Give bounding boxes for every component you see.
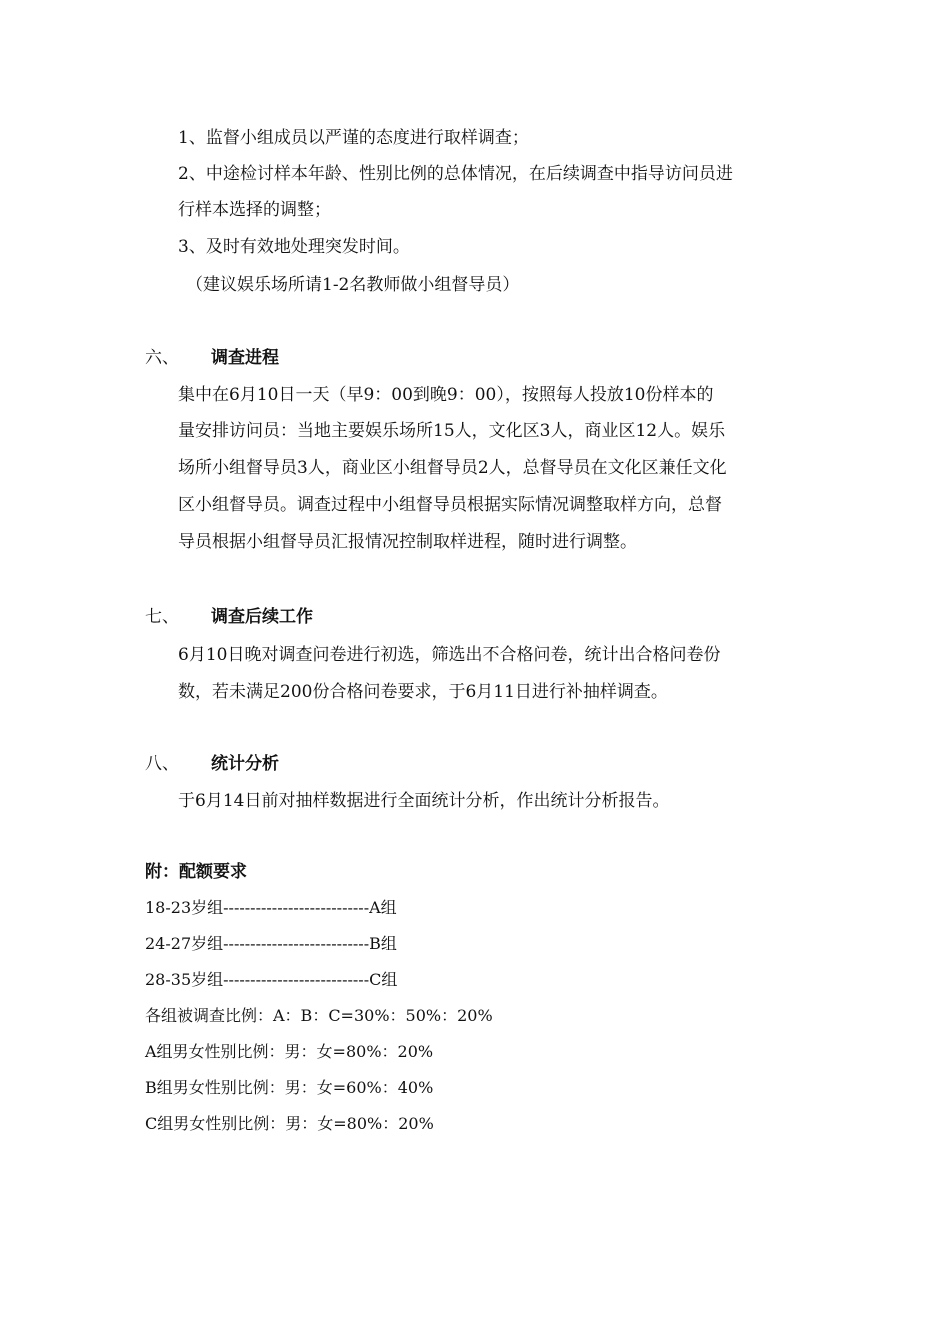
section-7-heading — [145, 607, 313, 627]
appendix-line-6: B组男女性别比例：男：女=60%：40% — [145, 1078, 434, 1097]
section-6-line-5: 导员根据小组督导员汇报情况控制取样进程，随时进行调整。 — [178, 532, 637, 552]
appendix-title: 附：配额要求 — [145, 862, 247, 882]
intro-note: （建议娱乐场所请1-2名教师做小组督导员） — [186, 275, 520, 295]
appendix-line-1: 18-23岁组---------------------------A组 — [145, 898, 397, 917]
section-6-line-2: 量安排访问员：当地主要娱乐场所15人，文化区3人，商业区12人。娱乐 — [178, 421, 726, 441]
section-6-line-4: 区小组督导员。调查过程中小组督导员根据实际情况调整取样方向，总督 — [178, 495, 722, 515]
intro-line-4: 3、及时有效地处理突发时间。 — [178, 237, 410, 257]
section-6-title: 调查进程 — [211, 348, 279, 368]
appendix-line-7: C组男女性别比例：男：女=80%：20% — [145, 1114, 434, 1133]
appendix-line-2: 24-27岁组---------------------------B组 — [145, 934, 397, 953]
section-6-line-1: 集中在6月10日一天（早9：00到晚9：00），按照每人投放10份样本的 — [178, 385, 714, 405]
intro-line-2: 2、中途检讨样本年龄、性别比例的总体情况，在后续调查中指导访问员进 — [178, 164, 733, 184]
intro-line-3: 行样本选择的调整； — [178, 200, 331, 220]
section-8-line-1: 于6月14日前对抽样数据进行全面统计分析，作出统计分析报告。 — [178, 791, 670, 811]
appendix-line-3: 28-35岁组---------------------------C组 — [145, 970, 398, 989]
appendix-line-5: A组男女性别比例：男：女=80%：20% — [145, 1042, 434, 1061]
intro-line-1: 1、监督小组成员以严谨的态度进行取样调查； — [178, 128, 529, 148]
section-7-title: 调查后续工作 — [211, 607, 313, 627]
section-6-heading — [145, 348, 279, 368]
section-6-number: 六、 — [145, 348, 179, 368]
section-8-number: 八、 — [145, 754, 179, 774]
section-7-line-1: 6月10日晚对调查问卷进行初选，筛选出不合格问卷，统计出合格问卷份 — [178, 645, 721, 665]
appendix-line-4: 各组被调查比例：A：B：C=30%：50%：20% — [145, 1006, 493, 1025]
section-8-title: 统计分析 — [211, 754, 279, 774]
section-6-line-3: 场所小组督导员3人，商业区小组督导员2人，总督导员在文化区兼任文化 — [178, 458, 727, 478]
section-7-number: 七、 — [145, 607, 179, 627]
section-8-heading — [145, 754, 279, 774]
section-7-line-2: 数，若未满足200份合格问卷要求，于6月11日进行补抽样调查。 — [178, 682, 668, 702]
